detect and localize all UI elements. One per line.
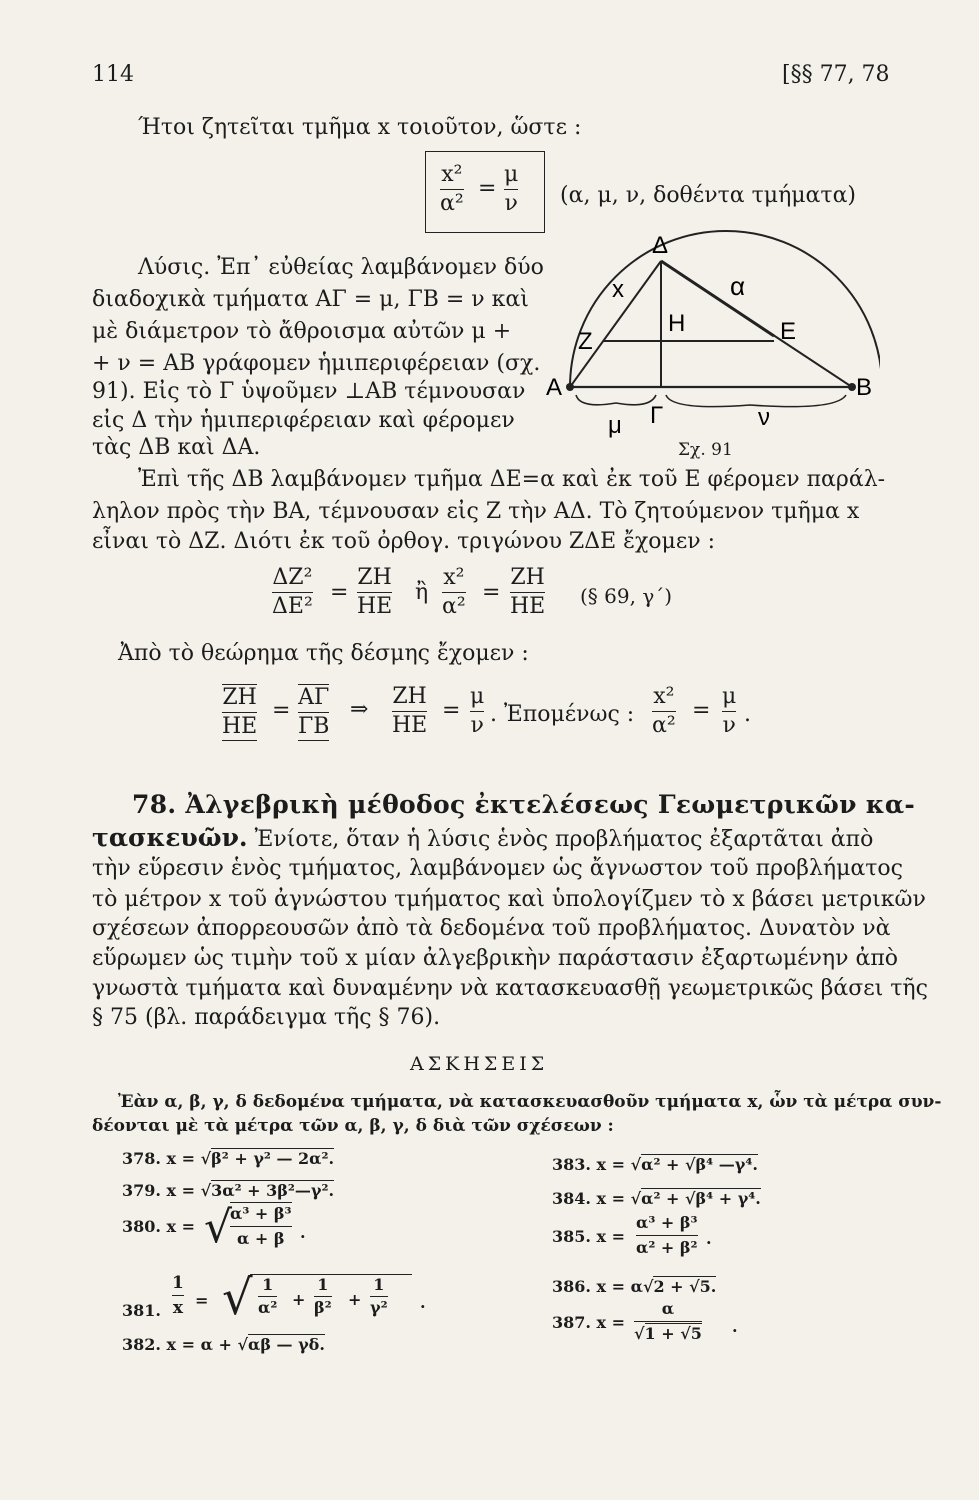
ex386-rad1: 2 +	[653, 1277, 684, 1296]
ex387-den-inner: 5	[690, 1324, 702, 1343]
section-78-line: τὸ μέτρον x τοῦ ἀγνώστου τμήματος καὶ ὑπολογίζμεν τὸ x βάσει μετρικῶν	[92, 887, 926, 912]
ex-number: 380.	[122, 1217, 161, 1236]
ex-lhs: x =	[166, 1181, 196, 1200]
exercises-intro-line: δέονται μὲ τὰ μέτρα τῶν α, β, γ, δ διὰ τῶν σχέσεων :	[92, 1116, 614, 1136]
ex387-den	[634, 1323, 702, 1345]
ex-lhs: x =	[596, 1155, 626, 1174]
eq2-f6-num: μ	[722, 684, 737, 709]
section-78-line: γνωστὰ τμήματα καὶ δυναμένην νὰ κατασκευασθῇ γεωμετρικῶς βάσει τῆς	[92, 976, 928, 1001]
exercise-384	[552, 1188, 761, 1210]
ex386-inner-rad: 5.	[699, 1277, 717, 1296]
ex-lhs: x =	[166, 1149, 196, 1168]
section-78-first-line	[92, 822, 873, 855]
ex-number: 384.	[552, 1189, 591, 1208]
ex381-x: x	[172, 1298, 183, 1318]
eq1-equals: =	[330, 580, 349, 605]
eq2-frac4	[470, 684, 484, 739]
solution-line: Λύσις. Ἐπ᾿ εὐθείας λαμβάνομεν δύο	[138, 255, 544, 280]
ex381-t3-num: 1	[373, 1275, 385, 1294]
radical-sign: √	[237, 1335, 249, 1354]
ex385-dot: .	[706, 1229, 712, 1248]
eq1-f2-den: ΗΕ	[357, 594, 393, 619]
radical-sign: √	[204, 1202, 233, 1253]
radical-sign: √	[630, 1189, 642, 1208]
box-rhs-num: μ	[504, 162, 519, 187]
eq1-f3-den: α²	[442, 594, 466, 619]
eq2-f5-den: α²	[652, 713, 676, 738]
exercise-382	[122, 1334, 325, 1356]
ex-number: 386.	[552, 1277, 591, 1296]
ex387-fraction	[634, 1298, 702, 1345]
semicircle-arc	[570, 231, 880, 387]
box-lhs-den: α²	[440, 191, 464, 216]
ex387-den1: 1 +	[644, 1324, 675, 1343]
radical-sign: √	[642, 1277, 654, 1296]
exercises-intro-line: Ἐὰν α, β, γ, δ δεδομένα τμήματα, νὰ κατασκευασθοῦν τμήματα x, ὧν τὰ μέτρα συν-	[118, 1092, 942, 1112]
eq1-f3-num: x²	[443, 565, 465, 590]
section-reference: [§§ 77, 78	[782, 62, 890, 87]
ex384-inner-rad: β⁴ + γ⁴.	[695, 1189, 761, 1208]
eq2-frac1	[222, 684, 257, 741]
label-x: x	[612, 276, 624, 303]
solution-line: 91). Εἰς τὸ Γ ὑψοῦμεν ⊥ΑΒ τέμνουσαν	[92, 379, 526, 404]
section-78-line: σχέσεων ἀπορρεουσῶν ἀπὸ τὰ δεδομένα τοῦ προβλήματος. Δυνατὸν νὰ	[92, 916, 891, 941]
label-nu: ν	[758, 404, 770, 431]
box-lhs-num: x²	[441, 162, 463, 187]
ex-radicand: β² + γ² — 2α².	[211, 1149, 335, 1168]
eq2-consequently: . Ἐπομένως :	[490, 702, 635, 727]
ex-number: 378.	[122, 1149, 161, 1168]
eq1-f1-num: ΔΖ²	[272, 565, 313, 590]
eq2-equals-3: =	[692, 698, 711, 723]
ex-number: 385.	[552, 1227, 591, 1246]
mu-brace	[576, 395, 656, 405]
eq1-reference: (§ 69, γ΄)	[580, 584, 673, 608]
eq2-equals-1: =	[272, 698, 291, 723]
ex381-t2-den: β²	[314, 1298, 332, 1317]
exercise-385	[552, 1226, 625, 1248]
eq2-f1-den: ΗΕ	[222, 714, 258, 739]
ex381-equals: =	[195, 1291, 209, 1310]
eq2-frac6	[722, 684, 736, 739]
ex384-rad1: α² +	[641, 1189, 680, 1208]
ex380-num: α³ + β³	[230, 1204, 292, 1223]
label-E: Ε	[780, 318, 797, 345]
ex383-inner-rad: β⁴ —γ⁴.	[695, 1155, 758, 1174]
label-Z: Ζ	[578, 328, 593, 355]
section-78-line-rest: Ἐνίοτε, ὅταν ἡ λύσις ἑνὸς προβλήματος ἐξαρτᾶται ἀπὸ	[254, 827, 874, 852]
exercise-386	[552, 1276, 716, 1298]
box-rhs-fraction	[504, 162, 518, 217]
radical-sign: √	[222, 1270, 253, 1326]
section-78-line: εὕρωμεν ὡς τιμὴν τοῦ x μίαν ἀλγεβρικὴν παράστασιν ἐξαρτωμένην ἀπὸ	[92, 946, 899, 971]
theorem-line: Ἀπὸ τὸ θεώρημα τῆς δέσμης ἔχομεν :	[118, 641, 529, 666]
ex381-plus: +	[292, 1290, 306, 1309]
solution-line: διαδοχικὰ τμήματα ΑΓ = μ, ΓΒ = ν καὶ	[92, 287, 529, 312]
label-A: Α	[546, 374, 563, 401]
ex381-plus-2: +	[348, 1290, 362, 1309]
ex381-term3	[370, 1275, 388, 1318]
exercise-387	[552, 1312, 625, 1334]
eq2-f6-den: ν	[722, 713, 736, 738]
radical-sign: √	[200, 1181, 212, 1200]
ex381-t1-den: α²	[258, 1298, 278, 1317]
radical-sign: √	[680, 1324, 691, 1343]
ex381-lhs-fraction	[172, 1272, 184, 1319]
nu-brace	[666, 395, 846, 407]
ex-number: 379.	[122, 1181, 161, 1200]
eq2-f4-num: μ	[470, 684, 485, 709]
radical-sign: √	[685, 1189, 696, 1208]
given-segments-note: (α, μ, ν, δοθέντα τμήματα)	[560, 183, 857, 208]
ex-radicand	[653, 1276, 716, 1296]
ex380-dot: .	[300, 1223, 306, 1242]
box-equals: =	[478, 176, 497, 201]
ex380-fraction	[230, 1202, 292, 1250]
label-mu: μ	[608, 412, 622, 439]
eq2-frac2	[298, 684, 329, 741]
label-H: Η	[668, 310, 686, 337]
ex385-num: α³ + β³	[636, 1213, 698, 1232]
eq1-frac4	[510, 565, 545, 620]
solution-line: μὲ διάμετρον τὸ ἄθροισμα αὐτῶν μ +	[92, 319, 512, 344]
eq2-implies-arrow: ⇒	[350, 697, 369, 722]
eq2-f4-den: ν	[470, 713, 484, 738]
figure-caption: Σχ. 91	[678, 440, 733, 460]
ex-lhs: x =	[596, 1189, 626, 1208]
continuation-line: εἶναι τὸ ΔΖ. Διότι ἐκ τοῦ ὀρθογ. τριγώνου ΖΔΕ ἔχομεν :	[92, 529, 716, 554]
section-78-heading: 78. Ἀλγεβρικὴ μέθοδος ἐκτελέσεως Γεωμετρικῶν κα-	[132, 790, 916, 819]
page-number: 114	[92, 62, 134, 87]
radical-sign: √	[685, 1155, 696, 1174]
radical-sign: √	[200, 1149, 212, 1168]
ex-lhs: x = α	[596, 1277, 643, 1296]
ex-number: 383.	[552, 1155, 591, 1174]
exercises-title: ΑΣΚΗΣΕΙΣ	[410, 1053, 549, 1075]
ex385-den: α² + β²	[636, 1238, 698, 1257]
eq2-f5-num: x²	[653, 684, 675, 709]
point-B	[848, 383, 856, 391]
ex-number: 387.	[552, 1313, 591, 1332]
eq2-f3-num: ΖΗ	[392, 684, 427, 709]
ex387-dot: .	[732, 1317, 738, 1336]
ex-lhs: x =	[596, 1313, 626, 1332]
radical-sign: √	[689, 1277, 700, 1296]
eq2-f2-den: ΓΒ	[298, 714, 330, 739]
section-78-line: § 75 (βλ. παράδειγμα τῆς § 76).	[92, 1005, 441, 1030]
label-alpha: α	[730, 271, 746, 301]
ex381-t1-num: 1	[262, 1275, 274, 1294]
eq1-f4-num: ΖΗ	[510, 565, 545, 590]
continuation-line: ληλον πρὸς τὴν ΒΑ, τέμνουσαν εἰς Ζ τὴν ΑΔ. Τὸ ζητούμενον τμῆμα x	[92, 499, 860, 524]
box-rhs-den: ν	[504, 191, 518, 216]
ex381-term1	[258, 1275, 277, 1318]
ex385-fraction	[636, 1212, 698, 1259]
ex381-dot: .	[420, 1293, 426, 1312]
label-G: Γ	[650, 402, 664, 429]
eq1-frac1	[272, 565, 313, 620]
eq1-or: ἢ	[415, 580, 429, 605]
ex-lhs: x = α +	[166, 1335, 232, 1354]
eq2-f3-den: ΗΕ	[392, 713, 428, 738]
ex-lhs: x =	[166, 1217, 196, 1236]
label-D: Δ	[652, 232, 669, 259]
eq2-equals-2: =	[442, 698, 461, 723]
eq1-equals-2: =	[482, 580, 501, 605]
section-78-heading-cont: τασκευῶν.	[92, 823, 248, 852]
radical-sign: √	[630, 1155, 642, 1174]
eq1-frac2	[357, 565, 392, 620]
ex380-den: α + β	[237, 1229, 285, 1248]
exercise-379	[122, 1180, 334, 1202]
section-78-line: τὴν εὕρεσιν ἑνὸς τμήματος, λαμβάνομεν ὡς ἄγνωστον τοῦ προβλήματος	[92, 856, 903, 881]
ex387-den-rad	[645, 1323, 702, 1343]
ex387-num: α	[661, 1299, 675, 1318]
exercise-380	[122, 1216, 195, 1238]
label-B: Β	[856, 374, 873, 401]
box-lhs-fraction	[440, 162, 464, 217]
ex-radicand: αβ — γδ.	[248, 1335, 325, 1354]
exercise-378	[122, 1148, 334, 1170]
ex-number: 382.	[122, 1335, 161, 1354]
solution-line: εἰς Δ τὴν ἡμιπεριφέρειαν καὶ φέρομεν	[92, 408, 515, 433]
boxed-equation	[425, 151, 545, 233]
figure-91	[540, 225, 880, 455]
eq2-f1-num: ΖΗ	[222, 685, 257, 710]
eq2-frac3	[392, 684, 427, 739]
solution-line: τὰς ΔΒ καὶ ΔΑ.	[92, 435, 261, 460]
ex-radicand: 3α² + 3β²—γ².	[211, 1181, 335, 1200]
ex383-rad1: α² +	[641, 1155, 680, 1174]
ex381-one: 1	[172, 1273, 184, 1293]
solution-line: + ν = ΑΒ γράφομεν ἡμιπεριφέρειαν (σχ.	[92, 351, 541, 376]
eq2-period: .	[744, 702, 751, 727]
ex381-t2-num: 1	[317, 1275, 329, 1294]
ex381-radicand	[250, 1274, 412, 1327]
eq2-f2-num: ΑΓ	[298, 685, 330, 710]
continuation-line: Ἐπὶ τῆς ΔΒ λαμβάνομεν τμῆμα ΔΕ=α καὶ ἐκ τοῦ Ε φέρομεν παράλ-	[138, 467, 886, 492]
radical-sign: √	[634, 1324, 645, 1343]
eq1-f1-den: ΔΕ²	[272, 594, 313, 619]
ex-radicand	[641, 1188, 761, 1208]
eq1-f2-num: ΖΗ	[357, 565, 392, 590]
ex381-number: 381.	[122, 1301, 161, 1320]
eq1-f4-den: ΗΕ	[510, 594, 546, 619]
intro-line: Ήτοι ζητεῖται τμῆμα x τοιοῦτον, ὥστε :	[138, 115, 582, 140]
point-A	[566, 383, 574, 391]
eq2-frac5	[652, 684, 676, 739]
ex-radicand	[641, 1154, 758, 1174]
eq1-frac3	[442, 565, 466, 620]
ex381-term2	[314, 1275, 332, 1318]
ex-lhs: x =	[596, 1227, 626, 1246]
ex381-t3-den: γ²	[370, 1298, 388, 1317]
exercise-383	[552, 1154, 758, 1176]
